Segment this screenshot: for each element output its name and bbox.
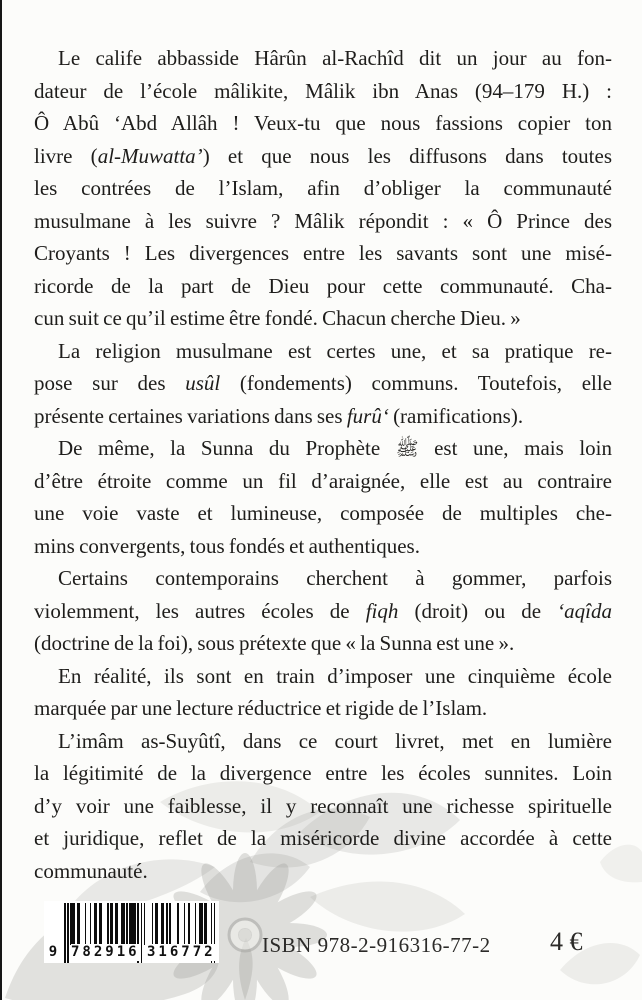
text-line: et juridique, reflet de la miséricorde divine accordée à cette [34,826,612,850]
text-line: d’y voir une faiblesse, il y reconnaît une richesse spirituelle [34,793,612,818]
text-line: la légitimité de la divergence entre les écoles sunnites. Loin [34,761,612,785]
barcode [44,901,219,963]
text-line: Certains contemporains cherchent à gommer, parfois [58,566,612,590]
text-line: ricorde de la part de Dieu pour cette communauté. Cha- [34,273,612,298]
text-line: une voie vaste et lumineuse, composée de multiples che- [34,501,612,525]
barcode-first-digit: 9 [46,944,60,961]
barcode-digits-group1: 782916 [71,944,140,960]
text-line: mins convergents, tous fondés et authentiques. [34,533,420,558]
text-line: Ô Abû ‘Abd Allâh ! Veux-tu que nous fassions copier ton [34,111,612,135]
text-line: communauté. [34,858,148,883]
text-line: marquée par une lecture réductrice et rigide de l’Islam. [34,696,488,720]
price-label: 4 € [550,927,583,956]
text-line: livre (al-Muwatta’) et que nous les diffusons dans toutes [34,143,612,168]
text-line: cun suit ce qu’il estime être fondé. Chacun cherche Dieu. » [34,306,521,330]
text-line: les contrées de l’Islam, afin d’obliger la communauté [34,176,612,200]
text-line: musulmane à les suivre ? Mâlik répondit : « Ô Prince des [34,208,612,233]
text-line: Le calife abbasside Hârûn al-Rachîd dit un jour au fon- [58,46,612,70]
text-line: présente certaines variations dans ses furû‘ (ramifications). [34,403,524,428]
barcode-digits-group2: 316772 [147,944,216,960]
text-line: dateur de l’école mâlikite, Mâlik ibn Anas (94–179 H.) : [34,78,612,103]
saw-honorific-glyph: ﷺ [395,438,419,460]
text-line: d’être étroite comme un fil d’araignée, elle est au contraire [34,468,612,493]
text-line: pose sur des usûl (fondements) communs. Toutefois, elle [34,371,612,395]
text-line: En réalité, ils sont en train d’imposer une cinquième école [58,663,612,688]
text-line: De même, la Sunna du Prophète ﷺ est une, mais loin [58,436,612,460]
body-text [34,42,612,887]
text-line: Croyants ! Les divergences entre les savants sont une misé- [34,241,612,265]
text-line: L’imâm as-Suyûtî, dans ce court livret, met en lumière [58,728,612,753]
text-line: La religion musulmane est certes une, et sa pratique re- [58,338,612,363]
page-edge-line [0,0,2,1000]
text-line: (doctrine de la foi), sous prétexte que « la Sunna est une ». [34,631,515,655]
isbn-label: ISBN 978-2-916316-77-2 [262,933,491,957]
text-line: violemment, les autres écoles de fiqh (droit) ou de ‘aqîda [34,598,612,623]
